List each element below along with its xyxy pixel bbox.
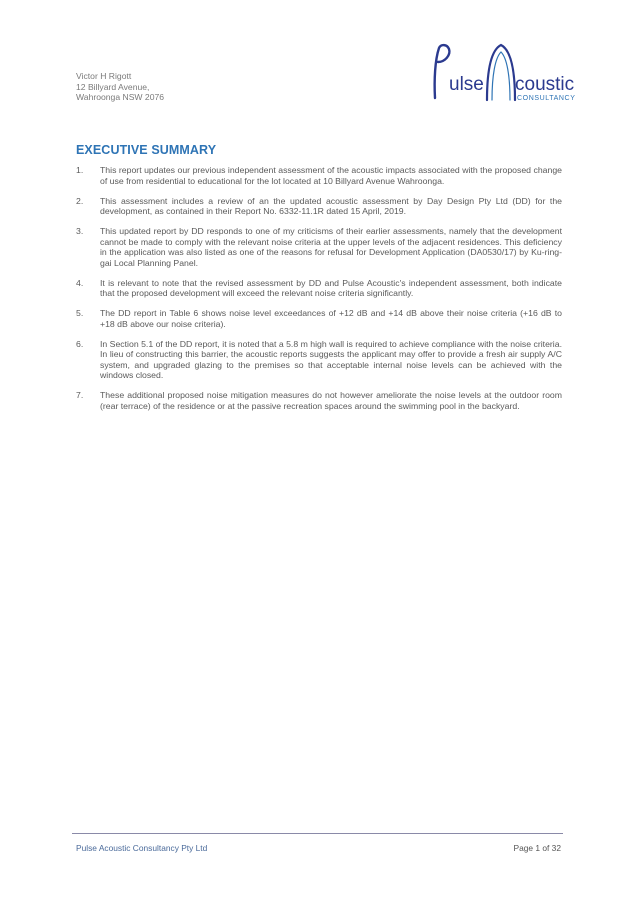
recipient-street: 12 Billyard Avenue, [76,81,150,92]
summary-item [76,278,562,299]
summary-item [76,339,562,381]
pulse-acoustic-logo [429,40,576,104]
summary-item-number: 5. [76,308,84,318]
summary-item [76,196,562,217]
summary-item-text: In Section 5.1 of the DD report, it is noted that a 5.8 m high wall is required to achieve compliance with the noise criteria. In lieu of constructing this barrier, the acoustic reports suggests the applicant may offer to provide a fresh air supply A/C system, and upgraded glazing to the premises so that acceptable internal noise levels can be achieved with the windows closed. [100,338,562,380]
summary-item-number: 6. [76,338,84,349]
summary-list [76,165,562,421]
footer-page-number: Page 1 of 32 [513,843,561,853]
recipient-name: Victor H Rigott [76,71,132,81]
summary-item-text: This updated report by DD responds to one of my criticisms of their earlier assessments, namely that the development cannot be made to comply with the relevant noise criteria at the upper levels of the adjacent residences. This deficiency in the application was also listed as one of the reasons for refusal for Development Application (DA0530/17) by Ku-ring-gai Local Planning Panel. [100,226,562,268]
logo-text-left: ulse [449,74,484,95]
logo-a-arch [487,45,515,100]
logo-graphic [429,40,576,104]
section-heading: EXECUTIVE SUMMARY [76,143,217,157]
summary-item-number: 7. [76,390,84,400]
logo-subtext: CONSULTANCY [517,95,576,102]
summary-item-number: 1. [76,165,84,175]
summary-item-text: These additional proposed noise mitigation measures do not however ameliorate the noise levels at the outdoor room (rear terrace) of the residence or at the passive recreation spaces around the swimming pool in the backyard. [100,390,562,411]
logo-a-inner-arch [492,52,510,100]
footer-divider [72,833,563,834]
logo-p-stroke [435,45,450,98]
logo-text-right: coustic [515,74,575,95]
summary-item [76,165,562,186]
summary-item-number: 2. [76,195,84,206]
summary-item [76,226,562,268]
summary-item-number: 3. [76,226,84,236]
summary-item-text: This report updates our previous independent assessment of the acoustic impacts associated with the proposed change of use from residential to educational for the lot located at 10 Billyard Avenue Wahroonga. [100,165,562,186]
summary-item-text: The DD report in Table 6 shows noise level exceedances of +12 dB and +14 dB above their noise criteria (+16 dB to +18 dB above our noise criteria). [100,308,562,329]
recipient-suburb: Wahroonga NSW 2076 [76,92,165,102]
summary-item-text: This assessment includes a review of an the updated acoustic assessment by Day Design Pty Ltd (DD) for the development, as contained in their Report No. 6332-11.1R dated 15 April, 2019. [100,195,562,216]
recipient-address [76,71,164,103]
footer-company: Pulse Acoustic Consultancy Pty Ltd [76,843,208,853]
summary-item [76,308,562,329]
summary-item-text: It is relevant to note that the revised assessment by DD and Pulse Acoustic's independent assessment, both indicate that the proposed development will exceed the relevant noise criteria significantly. [100,277,562,298]
summary-item [76,390,562,411]
summary-item-number: 4. [76,277,84,288]
